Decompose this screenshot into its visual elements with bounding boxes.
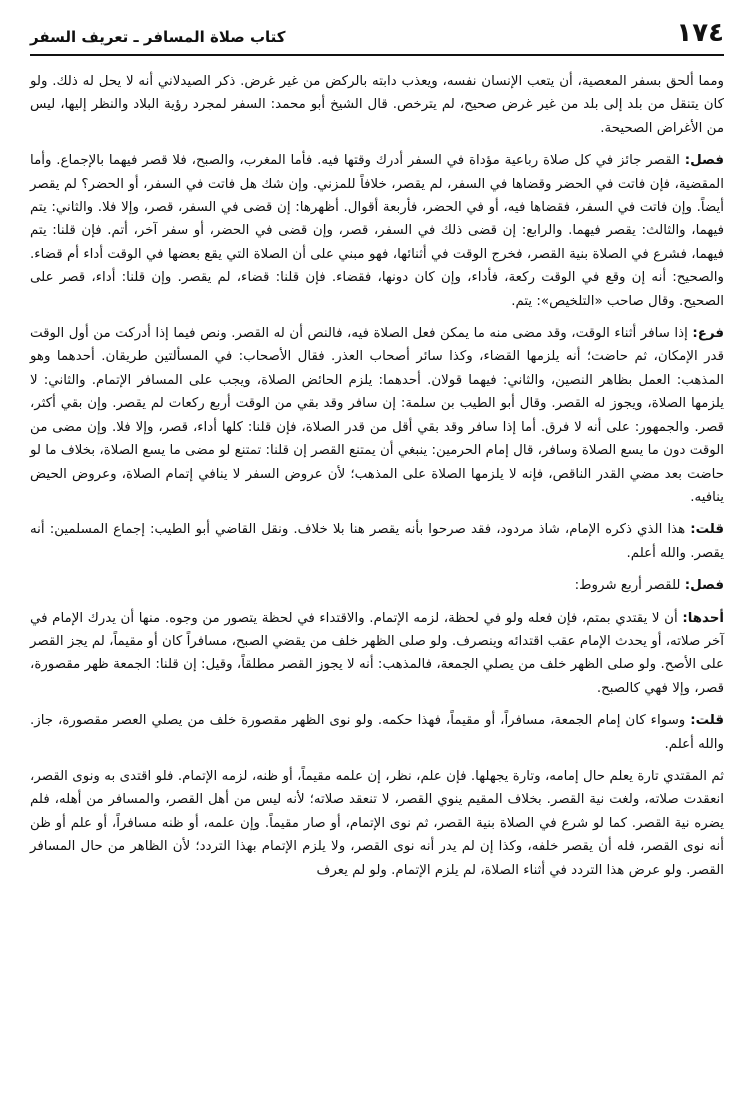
section-marker: قلت:	[690, 713, 724, 729]
paragraph-qultu-1	[30, 518, 724, 565]
paragraph-intro	[30, 70, 724, 140]
paragraph-muqtadi	[30, 765, 724, 882]
paragraph-text: أن لا يقتدي بمتم، فإن فعله ولو في لحظة، لزمه الإتمام. والاقتداء في لحظة يتصور من وجوه. منها أن يدرك الإمام في آخر صلاته، أو يحدث الإمام عقب اقتدائه وينصرف. ولو صلى الظهر خلف من يقضي الصبح، مسافراً كان أو مقيماً، لم يجز القصر على الأصح. ولو صلى الظهر خلف من يصلي الجمعة، فالمذهب: أنه لا يجوز القصر مطلقاً، وقيل: إن قلنا: الجمعة ظهر مقصورة، قصر، وإلا فهي كالصبح.	[30, 610, 724, 696]
paragraph-ahaduha	[30, 607, 724, 701]
paragraph-text: ومما ألحق بسفر المعصية، أن يتعب الإنسان نفسه، ويعذب دابته بالركض من غير غرض. ذكر الصيدلاني أنه لا يحل له ذلك. ولو كان يتنقل من بلد إلى بلد من غير غرض صحيح، لم يترخص. قال الشيخ أبو محمد: السفر لمجرد رؤية البلاد والنظر إليها، ليس من الأغراض الصحيحة.	[30, 74, 724, 136]
section-marker: قلت:	[690, 522, 724, 538]
paragraph-far	[30, 322, 724, 509]
section-marker: فصل:	[684, 578, 724, 594]
running-title: كتاب صلاة المسافر ـ تعريف السفر	[30, 28, 286, 46]
section-marker: فرع:	[692, 326, 724, 342]
paragraph-text: للقصر أربع شروط:	[574, 578, 685, 594]
section-marker: فصل:	[684, 153, 724, 169]
page-header	[30, 12, 724, 48]
header-rule	[30, 54, 724, 56]
section-marker: أحدها:	[682, 610, 724, 626]
paragraph-text: ثم المقتدي تارة يعلم حال إمامه، وتارة يجهلها. فإن علم، نظر، إن علمه مقيماً، أو ظنه، لزمه الإتمام. فلو اقتدى به ونوى القصر، انعقدت صلاته، ولغت نية القصر. بخلاف المقيم ينوي القصر، لا تنعقد صلاته؛ لأنه ليس من أهل القصر، والمسافر من أهله، فلم يضره نية القصر. كما لو شرع في الصلاة بنية القصر، ثم نوى الإتمام، أو صار مقيماً. وإن علمه، أو ظنه مسافراً، أو علم أو ظن أنه نوى القصر، فله أن يقصر خلفه، وكذا إن لم يدر أنه نوى القصر، ولا يلزم الإتمام بهذا التردد؛ لأن الظاهر من حال المسافر القصر. ولو عرض هذا التردد في أثناء الصلاة، لم يلزم الإتمام. ولو لم يعرف	[30, 768, 724, 878]
paragraph-text: هذا الذي ذكره الإمام، شاذ مردود، فقد صرحوا بأنه يقصر هنا بلا خلاف. ونقل القاضي أبو الطيب: إجماع المسلمين: أنه يقصر. والله أعلم.	[30, 522, 724, 561]
page-body	[30, 70, 724, 882]
book-page	[30, 12, 724, 891]
paragraph-text: إذا سافر أثناء الوقت، وقد مضى منه ما يمكن فعل الصلاة فيه، فالنص أن له القصر. ونص فيما إذا أدركت من أول الوقت قدر الإمكان، ثم حاضت؛ أنه يلزمها القضاء، وكذا سائر أصحاب العذر. فقال الأصحاب: في المسألتين طريقان. أحدهما وهو المذهب: العمل بظاهر النصين، والثاني: فيهما قولان. أحدهما: يلزم الحائض الصلاة، ويجب على المسافر الإتمام. والثاني: لا يلزمها الصلاة، ويجوز له القصر. وقال أبو الطيب بن سلمة: إن سافر وقد بقي من الوقت أربع ركعات لم يقصر. وإن بقي أكثر، قصر. والجمهور: على أنه لا فرق. أما إذا سافر وقد بقي أقل من قدر الصلاة، فإن قلنا: كلها أداء، قصر، وإلا فلا. وإن مضى من الوقت دون ما يسع الصلاة وسافر، قال إمام الحرمين: ينبغي أن يمتنع القصر إن قلنا: تمتنع لو مضى ما يسع الصلاة، بخلاف ما لو حاضت بعد مضي القدر الناقص، فإنه لا يلزمها الصلاة على المذهب؛ لأن عروض السفر لا ينافي إتمام الصلاة، وعروض الحيض ينافيه.	[30, 326, 724, 505]
paragraph-text: القصر جائز في كل صلاة رباعية مؤداة في السفر أدرك وقتها فيه. فأما المغرب، والصبح، فلا قصر فيهما بالإجماع. وأما المقضية، فإن فاتت في الحضر وقضاها في السفر، لم يقصر، خلافاً للمزني. وإن شك هل فاتت في السفر، أو الحضر؟ لم يقصر أيضاً. وإن فاتت في السفر، فقضاها فيه، أو في الحضر، فأربعة أقوال. أظهرها: إن قضى في السفر، قصر، وإلا فلا. والثاني: يتم فيهما، والثالث: يقصر فيهما. والرابع: إن قضى ذلك في السفر، قصر، وإن قضى في الحضر، أو سفر آخر، أتم. فإن قلنا: يتم فيهما، فشرع في الصلاة بنية القصر، فخرج الوقت في أثنائها، فهو مبني على أن الصلاة التي يقع بعضها في الوقت أداء أم قضاء. والصحيح: أنه إن وقع في الوقت ركعة، فأداء، وإن كان دونها، فقضاء. فإن قلنا: قضاء، لم يقصر. وإن قلنا: أداء، قصر على الصحيح. وقال صاحب «التلخيص»: يتم.	[30, 153, 724, 309]
paragraph-fasl-shurut	[30, 574, 724, 597]
page-number: ١٧٤	[676, 18, 724, 48]
paragraph-text: وسواء كان إمام الجمعة، مسافراً، أو مقيماً، فهذا حكمه. ولو نوى الظهر مقصورة خلف من يصلي العصر مقصورة، جاز. والله أعلم.	[30, 713, 724, 752]
paragraph-qultu-2	[30, 709, 724, 756]
paragraph-fasl-qasr	[30, 149, 724, 313]
